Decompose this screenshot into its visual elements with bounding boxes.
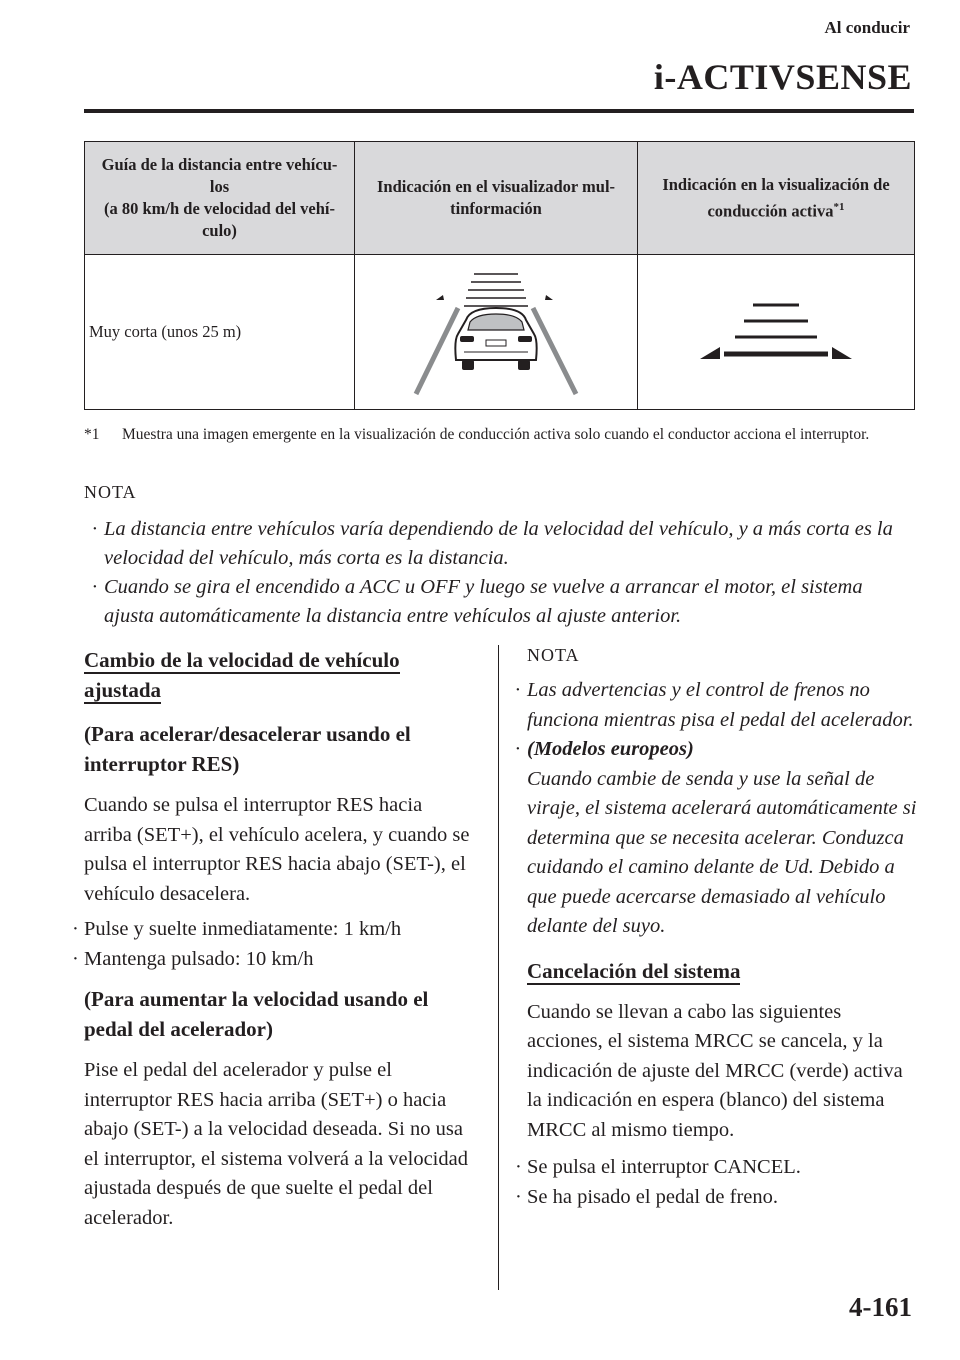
list-item <box>72 915 474 945</box>
header-rule <box>84 109 914 113</box>
bullet-icon: · <box>515 1185 522 1208</box>
bullet-icon: · <box>515 679 521 701</box>
header-section: Al conducir <box>824 18 910 37</box>
active-driving-display-image <box>638 255 915 410</box>
table-header-row <box>85 142 915 255</box>
list-item <box>92 573 909 631</box>
section-title: Cambio de la velocidad de vehículo <box>84 648 400 672</box>
increment-list <box>72 915 474 974</box>
bullet-icon: · <box>92 518 98 540</box>
note-list <box>515 676 917 942</box>
bullet-icon: · <box>515 1156 522 1178</box>
bullet-icon: · <box>92 576 98 598</box>
col2-header-line: Indicación en el visualizador mul- <box>376 177 616 196</box>
cancel-conditions-list <box>515 1153 917 1212</box>
list-text: Pulse y suelte inmediatamente: 1 km/h <box>84 918 402 940</box>
paragraph: Cuando se pulsa el interruptor RES hacia arriba (SET+), el vehículo acelera, y cuando se pulsa el interruptor RES hacia abajo (SET-), el vehículo desacelera. <box>84 794 470 905</box>
footnote-mark: *1 <box>84 426 100 443</box>
bullet-icon: · <box>72 947 79 970</box>
footnote-text: Muestra una imagen emergente en la visualización de conducción activa solo cuando el conductor acciona el interruptor. <box>122 426 870 443</box>
note-text: La distancia entre vehículos varía dependiendo de la velocidad del vehículo, y a más corta es la velocidad del vehículo, más corta es la distancia. <box>104 518 893 569</box>
column-divider <box>498 645 499 1290</box>
distance-bars-icon <box>676 285 876 375</box>
col1-header-line: (a 80 km/h de velocidad del vehí- <box>103 199 335 218</box>
paragraph: Pise el pedal del acelerador y pulse el interruptor RES hacia arriba (SET+) o hacia abajo (SET-) a la velocidad deseada. Si no usa el interruptor, el sistema volverá a la velocidad ajustada después de que suelte el pedal del acelerador. <box>84 1059 468 1229</box>
list-text: Se ha pisado el pedal de freno. <box>527 1185 779 1208</box>
note-label: NOTA <box>527 645 580 665</box>
note-text: Las advertencias y el control de frenos no funciona mientras pisa el pedal del acelerador. <box>527 679 914 731</box>
col1-header-line: culo) <box>202 221 237 240</box>
list-text: Mantenga pulsado: 10 km/h <box>84 947 314 970</box>
distance-label: Muy corta (unos 25 m) <box>85 255 355 410</box>
left-column <box>72 645 474 1233</box>
note-text: Cuando cambie de senda y use la señal de viraje, el sistema acelerará automáticamente si determina que se necesita acelerar. Conduzca cuidando el camino delante de Ud. Debido a que puede acercarse demasiado al vehículo delante del suyo. <box>527 767 917 937</box>
subsection-title: (Para aumentar la velocidad usando el pedal del acelerador) <box>84 987 429 1041</box>
distance-table <box>84 141 915 410</box>
col2-header-line: tinformación <box>450 199 542 218</box>
col3-header <box>638 142 915 255</box>
list-item <box>515 1183 917 1213</box>
footnote-ref: *1 <box>833 200 845 213</box>
list-text: Se pulsa el interruptor CANCEL. <box>527 1156 801 1178</box>
header-chapter: i-ACTIVSENSE <box>653 57 912 97</box>
bullet-icon: · <box>72 918 79 940</box>
section-title: ajustada <box>84 678 162 702</box>
paragraph: Cuando se llevan a cabo las siguientes acciones, el sistema MRCC se cancela, y la indicación de ajuste del MRCC (verde) activa la indicación en espera (blanco) del sistema MRCC al mismo tiempo. <box>527 1000 903 1141</box>
col1-header <box>85 142 355 255</box>
table-row <box>85 255 915 410</box>
col3-header-line: Indicación en la visualización de <box>662 174 890 194</box>
subsection-title: (Para acelerar/desacelerar usando el interruptor RES) <box>84 722 411 776</box>
list-item <box>515 1153 917 1183</box>
list-item <box>515 735 917 942</box>
table-footnote <box>84 424 914 446</box>
col1-header-line: los <box>209 177 230 196</box>
list-item <box>515 676 917 735</box>
col2-header <box>355 142 638 255</box>
note-label: NOTA <box>84 482 137 502</box>
note-list <box>92 515 909 631</box>
list-item <box>92 515 909 573</box>
list-item <box>72 945 474 975</box>
note-bold: (Modelos europeos) <box>527 738 694 760</box>
col3-header-line: conducción activa <box>707 201 834 221</box>
page-number: 4-161 <box>849 1292 912 1322</box>
car-following-icon <box>396 260 596 400</box>
note-text: Cuando se gira el encendido a ACC u OFF y luego se vuelve a arrancar el motor, el sistema ajusta automáticamente la distancia entre vehículos al ajuste anterior. <box>104 576 863 627</box>
col1-header-line: Guía de la distancia entre vehícu- <box>101 155 338 174</box>
right-column <box>515 645 917 1212</box>
multi-info-display-image <box>355 255 638 410</box>
section-title: Cancelación del sistema <box>527 958 741 983</box>
bullet-icon: · <box>515 738 521 760</box>
